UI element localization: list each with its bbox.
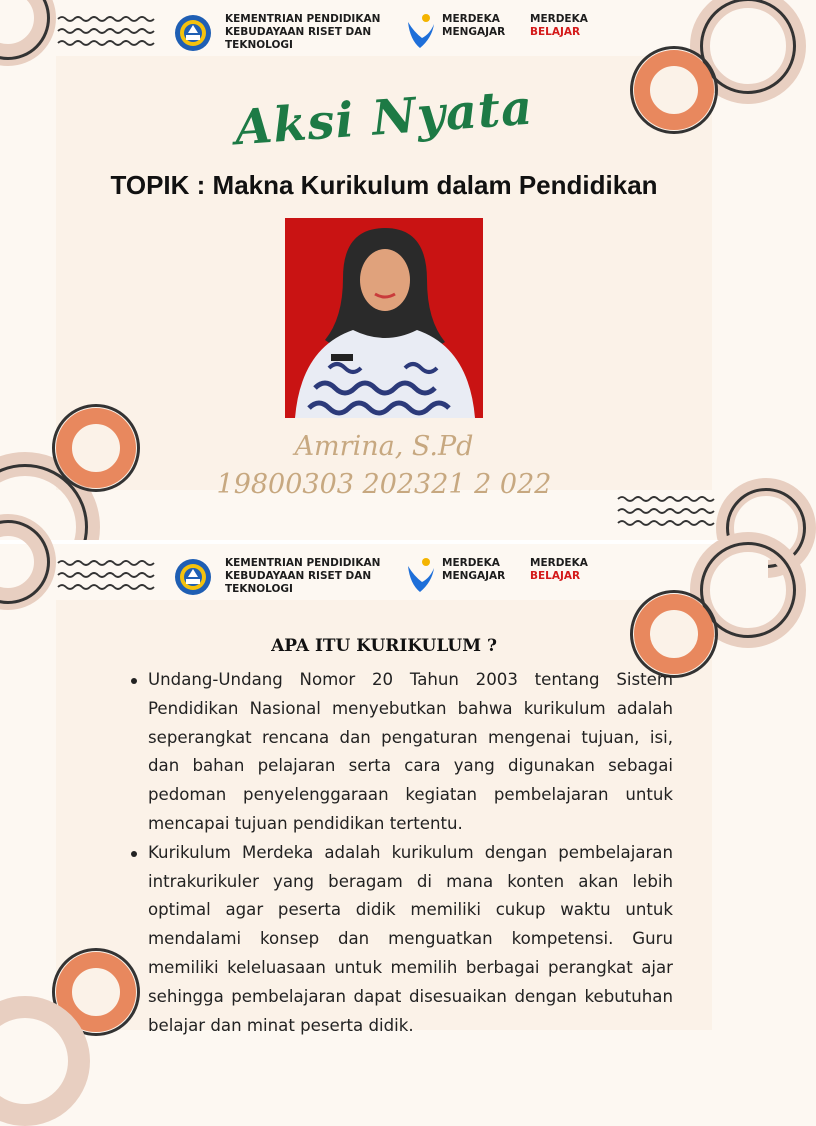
- author-portrait-image: [285, 218, 483, 418]
- bullet-item: Kurikulum Merdeka adalah kurikulum dengan pembelajaran intrakurikuler yang beragam di mana konten akan lebih optimal agar peserta didik memiliki cukup waktu untuk mendalami konsep dan menguatkan kompetensi. Guru memiliki keleluasaan untuk memilih berbagai perangkat ajar sehingga pembelajaran dapat disesuaikan dengan kebutuhan belajar dan minat peserta didik.: [128, 839, 673, 1041]
- header-logos: [170, 556, 600, 600]
- merdeka-belajar-text: [530, 13, 588, 39]
- content-page: [0, 544, 768, 1035]
- merdeka-mengajar-line: MERDEKA: [442, 13, 500, 25]
- ministry-line: KEMENTRIAN PENDIDIKAN: [225, 13, 381, 25]
- ministry-name: [225, 13, 405, 52]
- ring-top-right-orange-outline-decoration: [630, 590, 718, 678]
- cover-title: Aksi Nyata: [233, 79, 535, 157]
- bullet-list: [128, 666, 673, 1040]
- author-name-block: [0, 428, 768, 504]
- merdeka-mengajar-logo-icon: [404, 556, 438, 596]
- ministry-line: TEKNOLOGI: [225, 583, 293, 595]
- merdeka-belajar-line-red: BELAJAR: [530, 570, 581, 582]
- author-name: Amrina, S.Pd: [294, 431, 474, 462]
- kemdikbud-logo-icon: [174, 14, 212, 52]
- merdeka-mengajar-line: MERDEKA: [442, 557, 500, 569]
- merdeka-mengajar-text: [442, 557, 505, 583]
- merdeka-mengajar-logo-icon: [404, 12, 438, 52]
- wavy-lines-top-left-decoration: [58, 558, 154, 592]
- merdeka-mengajar-text: [442, 13, 505, 39]
- ministry-line: KEBUDAYAAN RISET DAN: [225, 570, 372, 582]
- ministry-line: KEBUDAYAAN RISET DAN: [225, 26, 372, 38]
- merdeka-belajar-line: MERDEKA: [530, 13, 588, 25]
- ministry-line: KEMENTRIAN PENDIDIKAN: [225, 557, 381, 569]
- cover-topic: TOPIK : Makna Kurikulum dalam Pendidikan: [110, 170, 658, 200]
- kemdikbud-logo-icon: [174, 558, 212, 596]
- merdeka-mengajar-line: MENGAJAR: [442, 26, 506, 38]
- author-nip: 19800303 202321 2 022: [216, 469, 552, 500]
- ministry-name: [225, 557, 405, 596]
- merdeka-belajar-line: MERDEKA: [530, 557, 588, 569]
- merdeka-mengajar-line: MENGAJAR: [442, 570, 506, 582]
- header-logos: [170, 12, 600, 56]
- ministry-line: TEKNOLOGI: [225, 39, 293, 51]
- merdeka-belajar-line-red: BELAJAR: [530, 26, 581, 38]
- author-photo: [285, 218, 483, 418]
- wavy-lines-top-left-decoration: [58, 14, 154, 48]
- merdeka-belajar-text: [530, 557, 588, 583]
- bullet-item: Undang-Undang Nomor 20 Tahun 2003 tentang Sistem Pendidikan Nasional menyebutkan bahwa kurikulum adalah seperangkat rencana dan pengaturan mengenai tujuan, isi, dan bahan pelajaran serta cara yang digunakan sebagai pedoman penyelenggaraan kegiatan pembelajaran untuk mencapai tujuan pendidikan tertentu.: [128, 666, 673, 839]
- section-title: APA ITU KURIKULUM ?: [271, 636, 497, 656]
- cover-page: [0, 0, 768, 544]
